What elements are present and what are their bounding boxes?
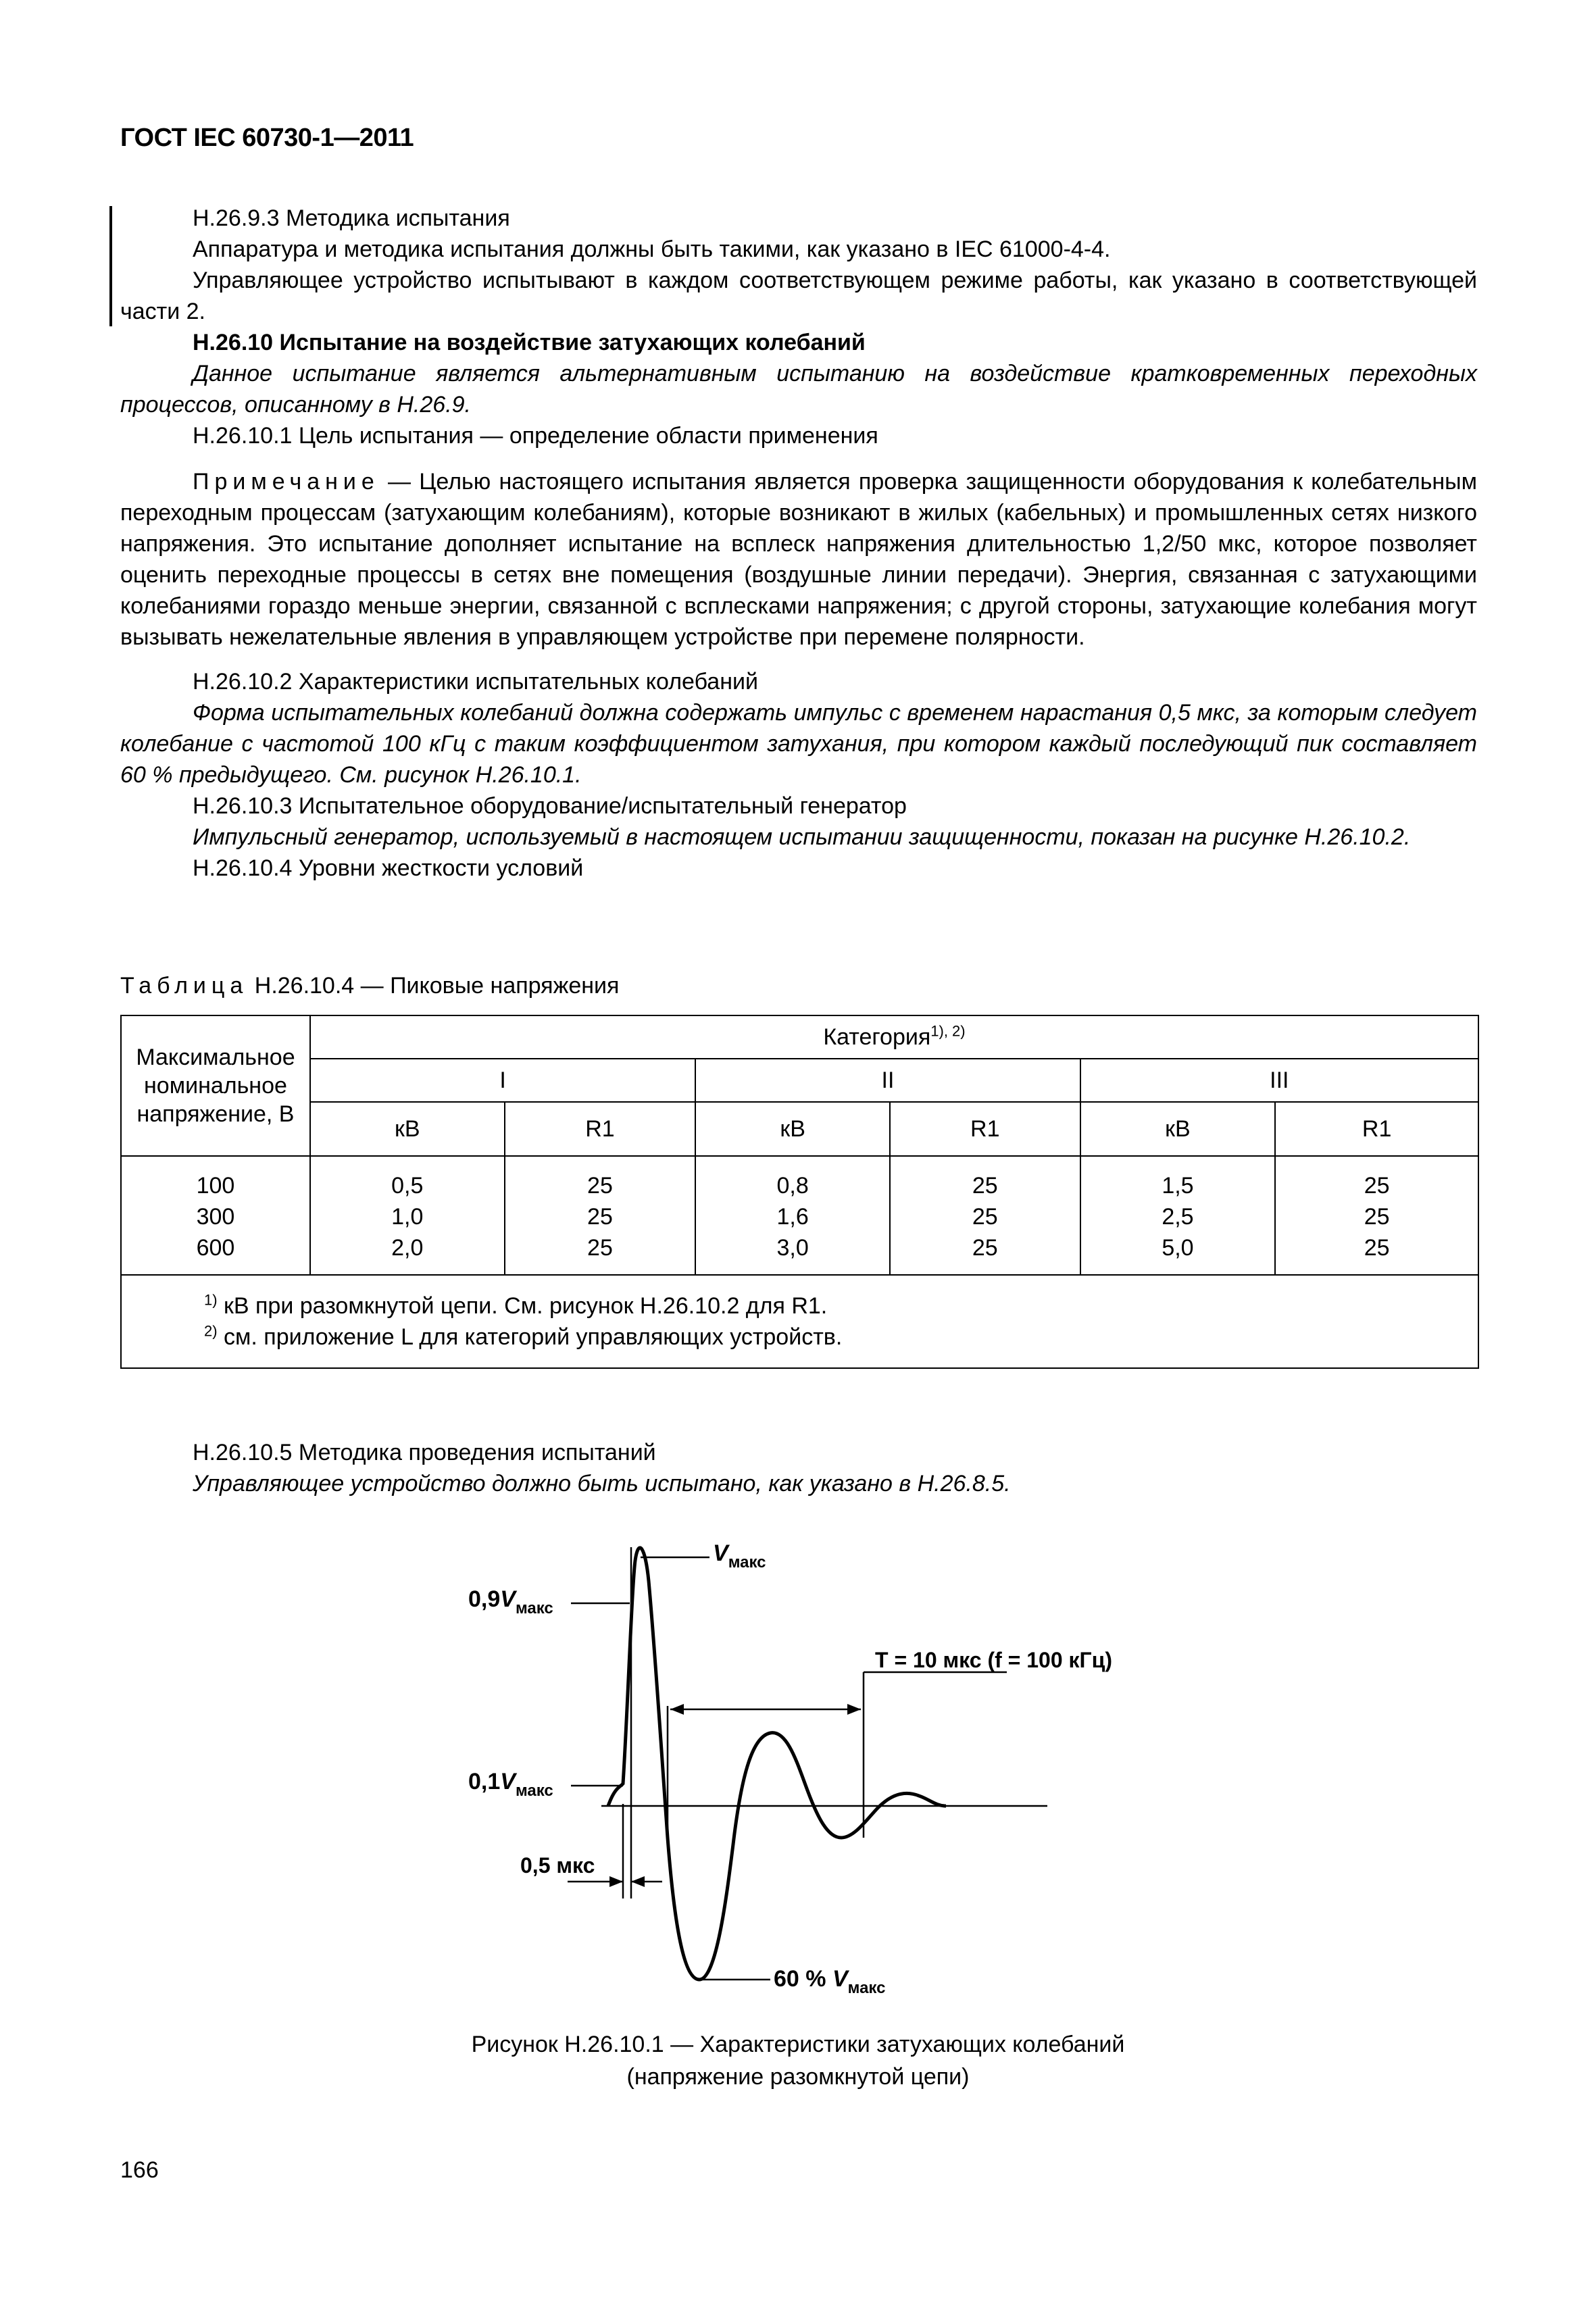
label-period: T = 10 мкс (f = 100 кГц)	[875, 1648, 1112, 1672]
waveform	[608, 1548, 946, 1980]
cell-voltage: 100 300 600	[121, 1156, 310, 1275]
body-text	[120, 203, 1477, 884]
label-09-vmax: $0,9V_{макс}$	[468, 1586, 553, 1617]
label-01-vmax: $0,1V_{макс}$	[468, 1769, 553, 1800]
paragraph: Управляющее устройство испытывают в каждом соответствующем режиме работы, как указано в соответствующей части 2.	[120, 268, 1477, 324]
damped-oscillation-figure	[446, 1520, 1162, 2034]
figure-caption	[0, 2028, 1596, 2093]
paragraph: Управляющее устройство должно быть испытано, как указано в H.26.8.5.	[193, 1471, 1011, 1496]
subheader-kv: кВ	[310, 1102, 505, 1156]
cell-cat1-kv: 0,5 1,0 2,0	[310, 1156, 505, 1275]
subheader-r1: R1	[890, 1102, 1080, 1156]
header-group-3: III	[1080, 1059, 1478, 1102]
header-category: Категория$^{1), 2)}$	[310, 1015, 1478, 1059]
arrow-head	[670, 1704, 684, 1715]
label-60-vmax: 60 % $V_{макс}$	[774, 1966, 886, 1997]
cell-cat2-r1: 25 25 25	[890, 1156, 1080, 1275]
section-title: H.26.10.2 Характеристики испытательных колебаний	[193, 669, 758, 695]
header-group-2: II	[695, 1059, 1080, 1102]
paragraph: Аппаратура и методика испытания должны быть такими, как указано в IEC 61000-4-4.	[193, 236, 1111, 262]
header-group-1: I	[310, 1059, 695, 1102]
footnote: $^{2)}$ см. приложение L для категорий управляющих устройств.	[204, 1322, 843, 1350]
caption-line-2: (напряжение разомкнутой цепи)	[626, 2064, 970, 2090]
caption-line-1: Рисунок H.26.10.1 — Характеристики затухающих колебаний	[471, 2032, 1125, 2057]
label-vmax: $V_{макс}$	[713, 1540, 766, 1571]
cell-cat1-r1: 25 25 25	[505, 1156, 696, 1275]
subheader-kv: кВ	[1080, 1102, 1276, 1156]
change-bar	[109, 206, 112, 326]
section-title: H.26.10.5 Методика проведения испытаний	[193, 1440, 656, 1465]
arrow-head	[609, 1876, 623, 1887]
paragraph: Форма испытательных колебаний должна содержать импульс с временем нарастания 0,5 мкс, за которым следует колебание с частотой 100 кГц с таким коэффициентом затухания, при котором каждый последующий пик составляет 60 % предыдущего. См. рисунок H.26.10.1.	[120, 700, 1477, 788]
table-label: Таблица	[120, 973, 249, 999]
section-title: H.26.10.4 Уровни жесткости условий	[193, 855, 584, 881]
section-heading: H.26.10 Испытание на воздействие затухающих колебаний	[193, 330, 866, 355]
cell-cat2-kv: 0,8 1,6 3,0	[695, 1156, 890, 1275]
cell-cat3-kv: 1,5 2,5 5,0	[1080, 1156, 1276, 1275]
page-number: 166	[120, 2157, 159, 2183]
subheader-r1: R1	[1275, 1102, 1478, 1156]
document-header: ГОСТ IEC 60730-1—2011	[120, 124, 414, 152]
body-text-2	[120, 1437, 1477, 1499]
label-rise-time: 0,5 мкс	[520, 1853, 595, 1878]
table-data-row	[121, 1156, 1478, 1275]
table-footnotes	[121, 1275, 1478, 1368]
table-caption	[120, 970, 1477, 1001]
subheader-r1: R1	[505, 1102, 696, 1156]
section-title: H.26.9.3 Методика испытания	[193, 205, 510, 231]
note	[120, 466, 1477, 653]
header-max-voltage: Максимальное номинальное напряжение, В	[121, 1015, 310, 1156]
table-title: H.26.10.4 — Пиковые напряжения	[248, 973, 620, 999]
peak-voltage-table	[120, 1015, 1479, 1369]
section-title: H.26.10.1 Цель испытания — определение области применения	[193, 423, 878, 449]
note-text: — Целью настоящего испытания является проверка защищенности оборудования к колебательным переходным процессам (затухающим колебаниям), которые возникают в жилых (кабельных) и промышленных сетях низкого напряжения. Это испытание дополняет испытание на всплеск напряжения длительностью 1,2/50 мкс, которое позволяет оценить переходные процессы в сетях вне помещения (воздушные линии передачи). Энергия, связанная с затухающими колебаниями гораздо меньше энергии, связанной с всплесками напряжения; с другой стороны, затухающие колебания могут вызывать нежелательные явления в управляющем устройстве при перемене полярности.	[120, 469, 1477, 650]
paragraph: Импульсный генератор, используемый в настоящем испытании защищенности, показан на рисунке H.26.10.2.	[193, 824, 1411, 850]
subheader-kv: кВ	[695, 1102, 890, 1156]
section-title: H.26.10.3 Испытательное оборудование/испытательный генератор	[193, 793, 907, 819]
arrow-head	[847, 1704, 861, 1715]
footnote: $^{1)}$ кВ при разомкнутой цепи. См. рисунок H.26.10.2 для R1.	[204, 1291, 828, 1319]
paragraph: Данное испытание является альтернативным испытанию на воздействие кратковременных переходных процессов, описанному в H.26.9.	[120, 361, 1477, 418]
cell-cat3-r1: 25 25 25	[1275, 1156, 1478, 1275]
note-label: Примечание	[193, 469, 380, 495]
arrow-head	[631, 1876, 645, 1887]
